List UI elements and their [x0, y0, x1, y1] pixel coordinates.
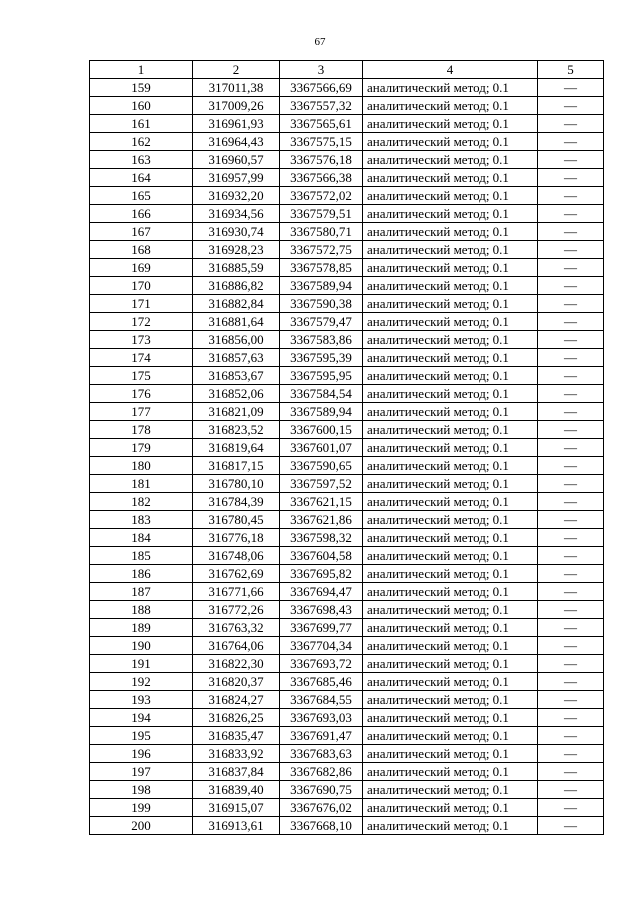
- extra-cell: —: [538, 619, 604, 637]
- method-cell: аналитический метод; 0.1: [363, 241, 538, 259]
- method-cell: аналитический метод; 0.1: [363, 223, 538, 241]
- method-cell: аналитический метод; 0.1: [363, 169, 538, 187]
- method-cell: аналитический метод; 0.1: [363, 655, 538, 673]
- extra-cell: —: [538, 493, 604, 511]
- table-row: [90, 529, 604, 547]
- method-cell: аналитический метод; 0.1: [363, 763, 538, 781]
- point-number-cell: 169: [90, 259, 193, 277]
- point-number-cell: 191: [90, 655, 193, 673]
- table-row: [90, 619, 604, 637]
- point-number-cell: 186: [90, 565, 193, 583]
- y-coordinate-cell: 3367693,03: [280, 709, 363, 727]
- extra-cell: —: [538, 241, 604, 259]
- method-cell: аналитический метод; 0.1: [363, 367, 538, 385]
- table-row: [90, 439, 604, 457]
- y-coordinate-cell: 3367682,86: [280, 763, 363, 781]
- table-row: [90, 259, 604, 277]
- y-coordinate-cell: 3367683,63: [280, 745, 363, 763]
- table-row: [90, 511, 604, 529]
- method-cell: аналитический метод; 0.1: [363, 205, 538, 223]
- extra-cell: —: [538, 367, 604, 385]
- method-cell: аналитический метод; 0.1: [363, 295, 538, 313]
- method-cell: аналитический метод; 0.1: [363, 313, 538, 331]
- extra-cell: —: [538, 385, 604, 403]
- table-row: [90, 223, 604, 241]
- x-coordinate-cell: 316835,47: [193, 727, 280, 745]
- extra-cell: —: [538, 277, 604, 295]
- x-coordinate-cell: 316822,30: [193, 655, 280, 673]
- method-cell: аналитический метод; 0.1: [363, 691, 538, 709]
- method-cell: аналитический метод; 0.1: [363, 151, 538, 169]
- point-number-cell: 180: [90, 457, 193, 475]
- method-cell: аналитический метод; 0.1: [363, 637, 538, 655]
- method-cell: аналитический метод; 0.1: [363, 331, 538, 349]
- point-number-cell: 188: [90, 601, 193, 619]
- extra-cell: —: [538, 79, 604, 97]
- x-coordinate-cell: 316748,06: [193, 547, 280, 565]
- x-coordinate-cell: 316885,59: [193, 259, 280, 277]
- method-cell: аналитический метод; 0.1: [363, 709, 538, 727]
- extra-cell: —: [538, 709, 604, 727]
- table-row: [90, 745, 604, 763]
- method-cell: аналитический метод; 0.1: [363, 457, 538, 475]
- method-cell: аналитический метод; 0.1: [363, 115, 538, 133]
- point-number-cell: 176: [90, 385, 193, 403]
- y-coordinate-cell: 3367704,34: [280, 637, 363, 655]
- point-number-cell: 170: [90, 277, 193, 295]
- x-coordinate-cell: 316960,57: [193, 151, 280, 169]
- x-coordinate-cell: 316915,07: [193, 799, 280, 817]
- point-number-cell: 185: [90, 547, 193, 565]
- table-row: [90, 817, 604, 835]
- method-cell: аналитический метод; 0.1: [363, 277, 538, 295]
- method-cell: аналитический метод; 0.1: [363, 565, 538, 583]
- table-header-row: [90, 61, 604, 79]
- x-coordinate-cell: 317011,38: [193, 79, 280, 97]
- x-coordinate-cell: 316776,18: [193, 529, 280, 547]
- extra-cell: —: [538, 187, 604, 205]
- y-coordinate-cell: 3367604,58: [280, 547, 363, 565]
- y-coordinate-cell: 3367693,72: [280, 655, 363, 673]
- point-number-cell: 197: [90, 763, 193, 781]
- table-row: [90, 385, 604, 403]
- coordinates-table: [89, 60, 604, 835]
- y-coordinate-cell: 3367575,15: [280, 133, 363, 151]
- method-cell: аналитический метод; 0.1: [363, 745, 538, 763]
- y-coordinate-cell: 3367589,94: [280, 277, 363, 295]
- table-row: [90, 763, 604, 781]
- method-cell: аналитический метод; 0.1: [363, 133, 538, 151]
- y-coordinate-cell: 3367595,95: [280, 367, 363, 385]
- method-cell: аналитический метод; 0.1: [363, 547, 538, 565]
- x-coordinate-cell: 316853,67: [193, 367, 280, 385]
- method-cell: аналитический метод; 0.1: [363, 79, 538, 97]
- x-coordinate-cell: 316820,37: [193, 673, 280, 691]
- point-number-cell: 175: [90, 367, 193, 385]
- x-coordinate-cell: 316839,40: [193, 781, 280, 799]
- extra-cell: —: [538, 457, 604, 475]
- method-cell: аналитический метод; 0.1: [363, 799, 538, 817]
- extra-cell: —: [538, 169, 604, 187]
- y-coordinate-cell: 3367590,65: [280, 457, 363, 475]
- table-row: [90, 547, 604, 565]
- y-coordinate-cell: 3367566,38: [280, 169, 363, 187]
- extra-cell: —: [538, 673, 604, 691]
- x-coordinate-cell: 316817,15: [193, 457, 280, 475]
- y-coordinate-cell: 3367699,77: [280, 619, 363, 637]
- method-cell: аналитический метод; 0.1: [363, 781, 538, 799]
- y-coordinate-cell: 3367684,55: [280, 691, 363, 709]
- extra-cell: —: [538, 727, 604, 745]
- table-row: [90, 97, 604, 115]
- column-header: 4: [363, 61, 538, 79]
- x-coordinate-cell: 316826,25: [193, 709, 280, 727]
- x-coordinate-cell: 316928,23: [193, 241, 280, 259]
- point-number-cell: 187: [90, 583, 193, 601]
- extra-cell: —: [538, 637, 604, 655]
- extra-cell: —: [538, 313, 604, 331]
- y-coordinate-cell: 3367580,71: [280, 223, 363, 241]
- point-number-cell: 181: [90, 475, 193, 493]
- extra-cell: —: [538, 205, 604, 223]
- x-coordinate-cell: 316821,09: [193, 403, 280, 421]
- point-number-cell: 194: [90, 709, 193, 727]
- table-row: [90, 565, 604, 583]
- table-row: [90, 709, 604, 727]
- method-cell: аналитический метод; 0.1: [363, 97, 538, 115]
- y-coordinate-cell: 3367557,32: [280, 97, 363, 115]
- table-row: [90, 691, 604, 709]
- x-coordinate-cell: 316764,06: [193, 637, 280, 655]
- method-cell: аналитический метод; 0.1: [363, 475, 538, 493]
- x-coordinate-cell: 316932,20: [193, 187, 280, 205]
- x-coordinate-cell: 316852,06: [193, 385, 280, 403]
- y-coordinate-cell: 3367583,86: [280, 331, 363, 349]
- x-coordinate-cell: 316819,64: [193, 439, 280, 457]
- table-row: [90, 79, 604, 97]
- extra-cell: —: [538, 565, 604, 583]
- extra-cell: —: [538, 511, 604, 529]
- x-coordinate-cell: 316857,63: [193, 349, 280, 367]
- extra-cell: —: [538, 97, 604, 115]
- method-cell: аналитический метод; 0.1: [363, 817, 538, 835]
- table-row: [90, 781, 604, 799]
- point-number-cell: 161: [90, 115, 193, 133]
- x-coordinate-cell: 316930,74: [193, 223, 280, 241]
- extra-cell: —: [538, 439, 604, 457]
- point-number-cell: 174: [90, 349, 193, 367]
- x-coordinate-cell: 316913,61: [193, 817, 280, 835]
- point-number-cell: 183: [90, 511, 193, 529]
- table-row: [90, 457, 604, 475]
- y-coordinate-cell: 3367668,10: [280, 817, 363, 835]
- table-row: [90, 349, 604, 367]
- y-coordinate-cell: 3367695,82: [280, 565, 363, 583]
- point-number-cell: 164: [90, 169, 193, 187]
- point-number-cell: 165: [90, 187, 193, 205]
- extra-cell: —: [538, 799, 604, 817]
- point-number-cell: 162: [90, 133, 193, 151]
- extra-cell: —: [538, 655, 604, 673]
- method-cell: аналитический метод; 0.1: [363, 349, 538, 367]
- table-row: [90, 475, 604, 493]
- table-row: [90, 367, 604, 385]
- point-number-cell: 195: [90, 727, 193, 745]
- method-cell: аналитический метод; 0.1: [363, 439, 538, 457]
- y-coordinate-cell: 3367676,02: [280, 799, 363, 817]
- method-cell: аналитический метод; 0.1: [363, 187, 538, 205]
- method-cell: аналитический метод; 0.1: [363, 601, 538, 619]
- extra-cell: —: [538, 133, 604, 151]
- method-cell: аналитический метод; 0.1: [363, 529, 538, 547]
- table-row: [90, 115, 604, 133]
- x-coordinate-cell: 316964,43: [193, 133, 280, 151]
- table-row: [90, 655, 604, 673]
- y-coordinate-cell: 3367584,54: [280, 385, 363, 403]
- point-number-cell: 168: [90, 241, 193, 259]
- point-number-cell: 171: [90, 295, 193, 313]
- method-cell: аналитический метод; 0.1: [363, 493, 538, 511]
- x-coordinate-cell: 316823,52: [193, 421, 280, 439]
- table-row: [90, 601, 604, 619]
- point-number-cell: 196: [90, 745, 193, 763]
- extra-cell: —: [538, 295, 604, 313]
- x-coordinate-cell: 316886,82: [193, 277, 280, 295]
- table-row: [90, 421, 604, 439]
- table-row: [90, 637, 604, 655]
- y-coordinate-cell: 3367690,75: [280, 781, 363, 799]
- table-row: [90, 187, 604, 205]
- point-number-cell: 159: [90, 79, 193, 97]
- y-coordinate-cell: 3367698,43: [280, 601, 363, 619]
- point-number-cell: 182: [90, 493, 193, 511]
- y-coordinate-cell: 3367595,39: [280, 349, 363, 367]
- method-cell: аналитический метод; 0.1: [363, 727, 538, 745]
- point-number-cell: 163: [90, 151, 193, 169]
- x-coordinate-cell: 316771,66: [193, 583, 280, 601]
- extra-cell: —: [538, 331, 604, 349]
- method-cell: аналитический метод; 0.1: [363, 403, 538, 421]
- method-cell: аналитический метод; 0.1: [363, 619, 538, 637]
- table-row: [90, 295, 604, 313]
- point-number-cell: 172: [90, 313, 193, 331]
- page-number: 67: [314, 36, 326, 48]
- point-number-cell: 177: [90, 403, 193, 421]
- column-header: 5: [538, 61, 604, 79]
- extra-cell: —: [538, 781, 604, 799]
- point-number-cell: 166: [90, 205, 193, 223]
- extra-cell: —: [538, 691, 604, 709]
- point-number-cell: 199: [90, 799, 193, 817]
- column-header: 2: [193, 61, 280, 79]
- x-coordinate-cell: 316833,92: [193, 745, 280, 763]
- table-body: [90, 79, 604, 835]
- y-coordinate-cell: 3367601,07: [280, 439, 363, 457]
- extra-cell: —: [538, 817, 604, 835]
- extra-cell: —: [538, 601, 604, 619]
- point-number-cell: 200: [90, 817, 193, 835]
- extra-cell: —: [538, 259, 604, 277]
- y-coordinate-cell: 3367600,15: [280, 421, 363, 439]
- table-row: [90, 169, 604, 187]
- y-coordinate-cell: 3367565,61: [280, 115, 363, 133]
- method-cell: аналитический метод; 0.1: [363, 385, 538, 403]
- x-coordinate-cell: 316961,93: [193, 115, 280, 133]
- x-coordinate-cell: 316957,99: [193, 169, 280, 187]
- point-number-cell: 193: [90, 691, 193, 709]
- table-row: [90, 583, 604, 601]
- x-coordinate-cell: 316762,69: [193, 565, 280, 583]
- extra-cell: —: [538, 583, 604, 601]
- extra-cell: —: [538, 745, 604, 763]
- table-row: [90, 331, 604, 349]
- extra-cell: —: [538, 763, 604, 781]
- extra-cell: —: [538, 475, 604, 493]
- table-row: [90, 493, 604, 511]
- x-coordinate-cell: 316772,26: [193, 601, 280, 619]
- x-coordinate-cell: 316882,84: [193, 295, 280, 313]
- method-cell: аналитический метод; 0.1: [363, 259, 538, 277]
- point-number-cell: 198: [90, 781, 193, 799]
- method-cell: аналитический метод; 0.1: [363, 673, 538, 691]
- x-coordinate-cell: 316824,27: [193, 691, 280, 709]
- y-coordinate-cell: 3367566,69: [280, 79, 363, 97]
- y-coordinate-cell: 3367590,38: [280, 295, 363, 313]
- y-coordinate-cell: 3367572,75: [280, 241, 363, 259]
- y-coordinate-cell: 3367685,46: [280, 673, 363, 691]
- point-number-cell: 179: [90, 439, 193, 457]
- y-coordinate-cell: 3367597,52: [280, 475, 363, 493]
- x-coordinate-cell: 316837,84: [193, 763, 280, 781]
- x-coordinate-cell: 316934,56: [193, 205, 280, 223]
- extra-cell: —: [538, 349, 604, 367]
- y-coordinate-cell: 3367598,32: [280, 529, 363, 547]
- y-coordinate-cell: 3367691,47: [280, 727, 363, 745]
- y-coordinate-cell: 3367578,85: [280, 259, 363, 277]
- table-row: [90, 403, 604, 421]
- x-coordinate-cell: 316780,10: [193, 475, 280, 493]
- extra-cell: —: [538, 115, 604, 133]
- extra-cell: —: [538, 421, 604, 439]
- point-number-cell: 173: [90, 331, 193, 349]
- table-row: [90, 277, 604, 295]
- point-number-cell: 160: [90, 97, 193, 115]
- method-cell: аналитический метод; 0.1: [363, 421, 538, 439]
- y-coordinate-cell: 3367589,94: [280, 403, 363, 421]
- y-coordinate-cell: 3367621,15: [280, 493, 363, 511]
- method-cell: аналитический метод; 0.1: [363, 511, 538, 529]
- x-coordinate-cell: 317009,26: [193, 97, 280, 115]
- method-cell: аналитический метод; 0.1: [363, 583, 538, 601]
- table-row: [90, 313, 604, 331]
- x-coordinate-cell: 316763,32: [193, 619, 280, 637]
- table-row: [90, 133, 604, 151]
- extra-cell: —: [538, 151, 604, 169]
- point-number-cell: 167: [90, 223, 193, 241]
- extra-cell: —: [538, 223, 604, 241]
- extra-cell: —: [538, 403, 604, 421]
- table-row: [90, 673, 604, 691]
- table-row: [90, 205, 604, 223]
- point-number-cell: 190: [90, 637, 193, 655]
- y-coordinate-cell: 3367694,47: [280, 583, 363, 601]
- y-coordinate-cell: 3367572,02: [280, 187, 363, 205]
- x-coordinate-cell: 316784,39: [193, 493, 280, 511]
- table-row: [90, 799, 604, 817]
- point-number-cell: 192: [90, 673, 193, 691]
- table-row: [90, 727, 604, 745]
- point-number-cell: 189: [90, 619, 193, 637]
- x-coordinate-cell: 316780,45: [193, 511, 280, 529]
- point-number-cell: 184: [90, 529, 193, 547]
- y-coordinate-cell: 3367621,86: [280, 511, 363, 529]
- extra-cell: —: [538, 547, 604, 565]
- table-row: [90, 241, 604, 259]
- point-number-cell: 178: [90, 421, 193, 439]
- y-coordinate-cell: 3367579,47: [280, 313, 363, 331]
- column-header: 3: [280, 61, 363, 79]
- y-coordinate-cell: 3367576,18: [280, 151, 363, 169]
- x-coordinate-cell: 316856,00: [193, 331, 280, 349]
- y-coordinate-cell: 3367579,51: [280, 205, 363, 223]
- x-coordinate-cell: 316881,64: [193, 313, 280, 331]
- column-header: 1: [90, 61, 193, 79]
- extra-cell: —: [538, 529, 604, 547]
- table-row: [90, 151, 604, 169]
